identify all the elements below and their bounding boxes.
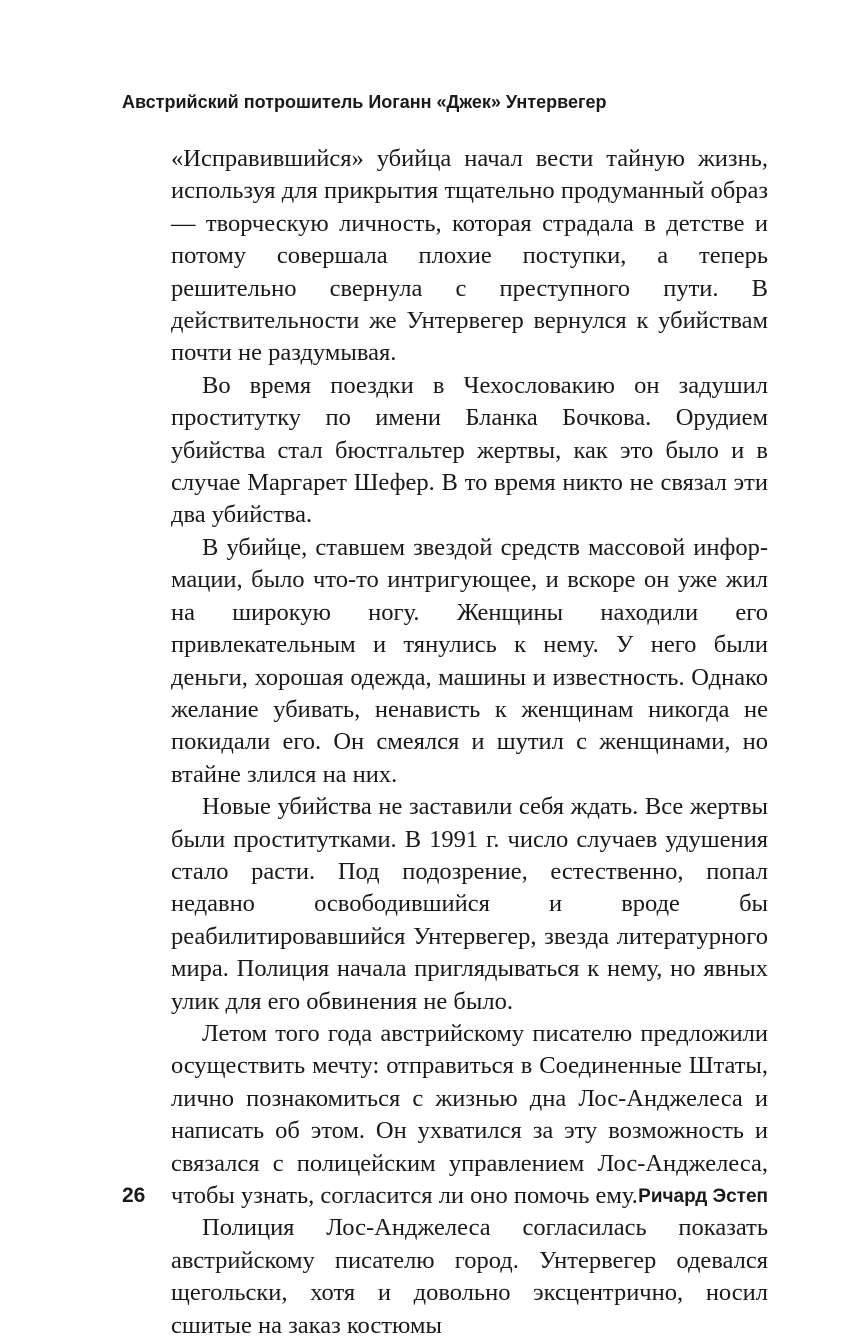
running-head-title: Австрийский потрошитель Иоганн «Джек» Унтервегер	[122, 92, 607, 112]
paragraph: Новые убийства не заставили себя ждать. Все жертвы были проститутками. В 1991 г. число случаев удушения стало расти. Под подозрение, естественно, попал недавно освободившийся и вроде бы реабилитировавшийся Унтервегер, звезда литературного мира. Полиция начала приглядываться к нему, но явных улик для его обвинения не было.	[171, 793, 768, 1015]
page-number: 26	[122, 1184, 146, 1207]
main-text	[171, 143, 768, 1342]
paragraph: Полиция Лос-Анджелеса согласилась показать австрийскому писателю город. Унтервегер одевался щегольски, хотя и довольно эксцентрично, носил сшитые на заказ костюмы	[171, 1214, 768, 1339]
paragraph: Во время поездки в Чехословакию он задушил проститутку по имени Бланка Бочкова. Орудием убийства стал бюстгальтер жертвы, как это было и в случае Маргарет Шефер. В то время никто не связал эти два убийства.	[171, 371, 768, 529]
paragraph: Летом того года австрийскому писателю предложили осуществить мечту: отправиться в Соединенные Штаты, лично познакомиться с жизнью дна Лос-Анджелеса и написать об этом. Он ухватился за эту возможность и связался с полицейским управлением Лос-Анджелеса, чтобы узнать, согласится ли оно помочь ему.	[171, 1019, 768, 1209]
paragraph: «Исправившийся» убийца начал вести тайную жизнь, используя для прикрытия тщательно продуманный образ — творческую личность, которая страдала в детстве и потому совершала плохие поступки, а теперь решительно свернула с преступного пути. В действительности же Унтервегер вернулся к убийствам почти не раздумывая.	[171, 145, 768, 367]
paragraph: В убийце, ставшем звездой средств массовой информации, было что-то интригующее, и вскоре он уже жил на широкую ногу. Женщины находили его привлекательным и тянулись к нему. У него были деньги, хорошая одежда, машины и известность. Однако желание убивать, ненависть к женщинам никогда не покидали его. Он смеялся и шутил с женщинами, но втайне злился на них.	[171, 533, 768, 788]
footer-author: Ричард Эстеп	[638, 1186, 768, 1207]
